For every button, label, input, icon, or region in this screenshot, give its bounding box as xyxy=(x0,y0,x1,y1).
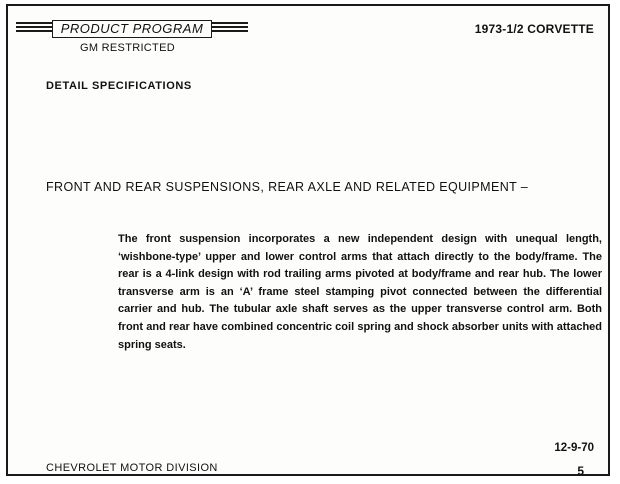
page-number: 5 xyxy=(577,464,584,478)
product-program-label: PRODUCT PROGRAM xyxy=(52,20,212,38)
header-rule-lines-left xyxy=(16,22,52,36)
detail-specifications-heading: DETAIL SPECIFICATIONS xyxy=(46,80,192,92)
document-date: 12-9-70 xyxy=(554,442,594,454)
section-heading: FRONT AND REAR SUSPENSIONS, REAR AXLE AND RELATED EQUIPMENT – xyxy=(46,180,529,194)
document-page xyxy=(6,4,610,476)
header-rule-lines-right xyxy=(212,22,248,36)
body-paragraph: The front suspension incorporates a new independent design with unequal length, ‘wishbone-type’ upper and lower control arms that attach directly to the body/frame. The rear is a 4-link design with rod trailing arms pivoted at body/frame and rear hub. The lower transverse arm is an ‘A’ frame steel stamping pivot connected between the differential carrier and hub. The tubular axle shaft serves as the upper transverse control arm. Both front and rear have combined concentric coil spring and shock absorber units with attached spring seats. xyxy=(118,233,602,351)
model-title: 1973-1/2 CORVETTE xyxy=(474,22,594,36)
product-program-header xyxy=(16,20,248,40)
gm-restricted-label: GM RESTRICTED xyxy=(80,42,175,54)
division-name: CHEVROLET MOTOR DIVISION xyxy=(46,462,218,474)
